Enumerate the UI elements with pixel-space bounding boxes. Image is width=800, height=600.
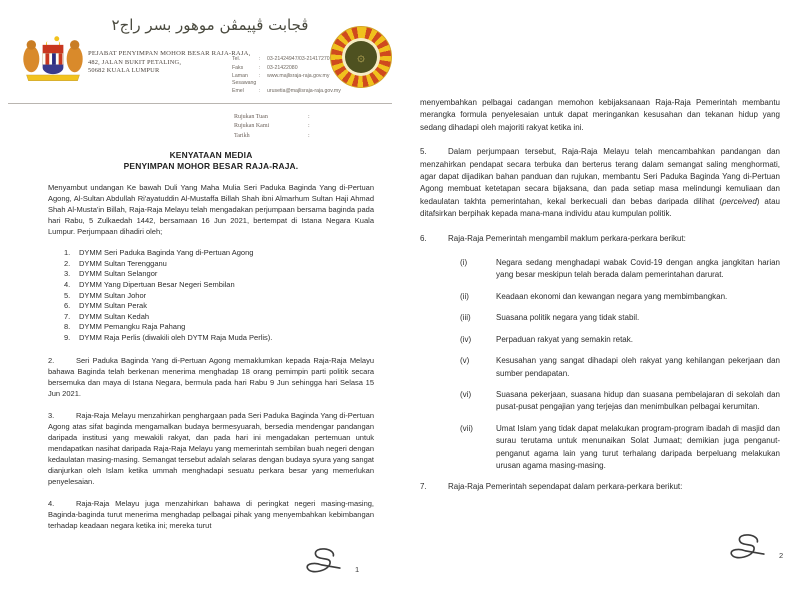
attendee-list [64,248,374,343]
reference-row-tarikh: Tarikh : [234,133,392,139]
italic-word: perceived [722,196,757,206]
letterhead [8,4,392,104]
list-item-ii: (ii) Keadaan ekonomi dan kewangan negara yang membimbangkan. [460,291,728,301]
attendee-item: 4. DYMM Yang Dipertuan Besar Negeri Sembilan [64,279,235,289]
paragraph-5: 5. Dalam perjumpaan tersebut, Raja-Raja Melayu telah mencambahkan pandangan dan menzahirkan pendapat secara terbuka dan berterus terang dalam semangat saling menghormati, agar dapat dijadikan bahan panduan dan rujukan, membantu Seri Paduka Baginda Yang di-Pertuan Agong membuat ketetapan secara bijaksana, dan pada setiap masa melindungi kemuliaan dan kedaulatan takhta pemerintahan, kekal berkecuali dan bebas daripada dilihat (perceived) atau ditafsirkan berpihak kepada mana-mana individu atau kumpulan politik. [420,147,780,219]
attendee-item: 5. DYMM Sultan Johor [64,290,147,300]
attendee-item: 1. DYMM Seri Paduka Baginda Yang di-Pertuan Agong [64,248,254,258]
contact-row-fax: Faks : 03-21422080 [232,65,342,71]
contact-row-tel: Tel. : 03-21424947/03-21417270 [232,56,342,62]
page2-body [402,4,794,494]
attendee-item: 9. DYMM Raja Perlis (diwakili oleh DYTM Raja Muda Perlis). [64,332,273,342]
letterhead-divider [8,103,392,104]
paragraph-4-continuation: menyembahkan pelbagai cadangan memohon kebijaksanaan Raja-Raja Pemerintah membantu merangka formula penyelesaian untuk dapat meringankan kesusahan dan tekanan hidup yang sedang dihadapi oleh majoriti rakyat ketika ini. [420,98,780,132]
page1-body [8,142,392,530]
list-item-vii: (vii) Umat Islam yang tidak dapat melakukan program-program ibadah di masjid dan surau terutama untuk menunaikan Solat Jumaat; demikian juga penganut-penganut agama lain yang turut terhalang daripada berpeluang melakukan urusan agama masing-masing. [460,423,780,470]
paragraph-3: 3. Raja-Raja Melayu menzahirkan penghargaan pada Seri Paduka Baginda Yang di-Pertuan Agong atas sifat baginda mengamalkan budaya bermesyuarah, bersedia mendengar pandangan daripada institusi yang mewakili rakyat, dan pada hari ini mengadakan pertemuan untuk mendapatkan nasihat daripada Raja-Raja Melayu yang memerintah sembilan buah negeri dengan kedaulatan masing-masing. Semangat tersebut adalah selaras dengan budaya syura yang sangat dianjurkan oleh Islam ketika ummah menghadapi sesuatu perkara besar yang memerlukan penyelesaian. [48,410,374,486]
list-item-i: (i) Negara sedang menghadapi wabak Covid-19 dengan angka jangkitan harian yang besar meskipun telah berada dalam pemerintahan darurat. [460,258,780,280]
paragraph-4: 4. Raja-Raja Melayu juga menzahirkan bahawa di peringkat negeri masing-masing, Baginda-baginda turut menerima menghadap pelbagai pihak yang menyembahkan kebimbangan terhadap keadaan negara ketika ini; mereka turut [48,498,374,530]
jawi-title: ڤجابت ڤڽيمڤن موهور بسر راج٢ [111,16,309,34]
signature-initial-icon [296,546,348,582]
document-title [48,150,374,171]
office-address-block [88,50,250,76]
office-address-line1: 482, JALAN BUKIT PETALING, [88,58,182,66]
page-number: 1 [355,565,360,574]
office-name: PEJABAT PENYIMPAN MOHOR BESAR RAJA-RAJA, [88,50,251,57]
page1-signature-area [296,546,359,582]
page-number: 2 [779,551,784,560]
attendee-item: 7. DYMM Sultan Kedah [64,311,150,321]
rulers-seal-emblem-icon [330,26,392,88]
list-item-iv: (iv) Perpaduan rakyat yang semakin retak. [460,334,633,344]
document-page-1 [8,4,392,596]
reference-row-kami: Rujukan Kami : [234,123,392,129]
list-item-v: (v) Kesusahan yang sangat dihadapi oleh rakyat yang kehilangan pekerjaan dan sumber pendapatan. [460,356,780,378]
paragraph-7: 7. Raja-Raja Pemerintah sependapat dalam perkara-perkara berikut: [420,482,683,492]
reference-block [234,114,392,139]
office-address-line2: 50682 KUALA LUMPUR [88,67,160,75]
malaysia-coat-of-arms-icon [20,32,86,91]
attendee-item: 3. DYMM Sultan Selangor [64,269,158,279]
attendee-item: 6. DYMM Sultan Perak [64,301,147,311]
list-item-iii: (iii) Suasana politik negara yang tidak stabil. [460,313,640,323]
paragraph-6: 6. Raja-Raja Pemerintah mengambil maklum perkara-perkara berikut: [420,233,686,243]
paragraph-2: 2. Seri Paduka Baginda Yang di-Pertuan Agong memaklumkan kepada Raja-Raja Melayu bahawa Baginda telah berkenan menerima menghadap 18 orang pemimpin parti politik secara bersemuka dan maya di Istana Negara, bermula pada hari Rabu 9 Jun sehingga hari Selasa 15 Jun 2021. [48,355,374,398]
seal-calligraphy: ۞ [345,41,377,73]
paragraph-intro: Menyambut undangan Ke bawah Duli Yang Maha Mulia Seri Paduka Baginda Yang di-Pertuan Agong, Al-Sultan Abdullah Ri'ayatuddin Al-Mustaffa Billah Shah ibni Almarhum Sultan Haji Ahmad Shah Al-Musta'in Billah, Raja-Raja Melayu telah mengadakan perjumpaan bersama baginda pada hari Rabu, 5 Zulkaedah 1442, bersamaan 16 Jun 2021, bertempat di Istana Negara Kuala Lumpur. Perjumpaan dihadiri oleh; [48,183,374,237]
title-line1: KENYATAAN MEDIA [169,150,253,161]
attendee-item: 8. DYMM Pemangku Raja Pahang [64,322,186,332]
contact-row-email: Emel : urusetia@majlisraja-raja.gov.my [232,88,342,94]
title-line2: PENYIMPAN MOHOR BESAR RAJA-RAJA. [123,160,299,171]
reference-row-tuan: Rujukan Tuan : [234,114,392,120]
attendee-item: 2. DYMM Sultan Terengganu [64,258,167,268]
document-page-2 [402,4,794,596]
contact-row-website: Laman Sesawang : www.majlisraja-raja.gov.my [232,73,342,86]
page2-signature-area [720,532,783,568]
signature-initial-icon [720,532,772,568]
contact-details [232,56,342,97]
list-item-vi: (vi) Suasana pekerjaan, suasana hidup dan suasana pembelajaran di sekolah dan pusat-pusat pengajian yang terjejas dan menimbulkan pelbagai kerumitan. [460,389,780,412]
